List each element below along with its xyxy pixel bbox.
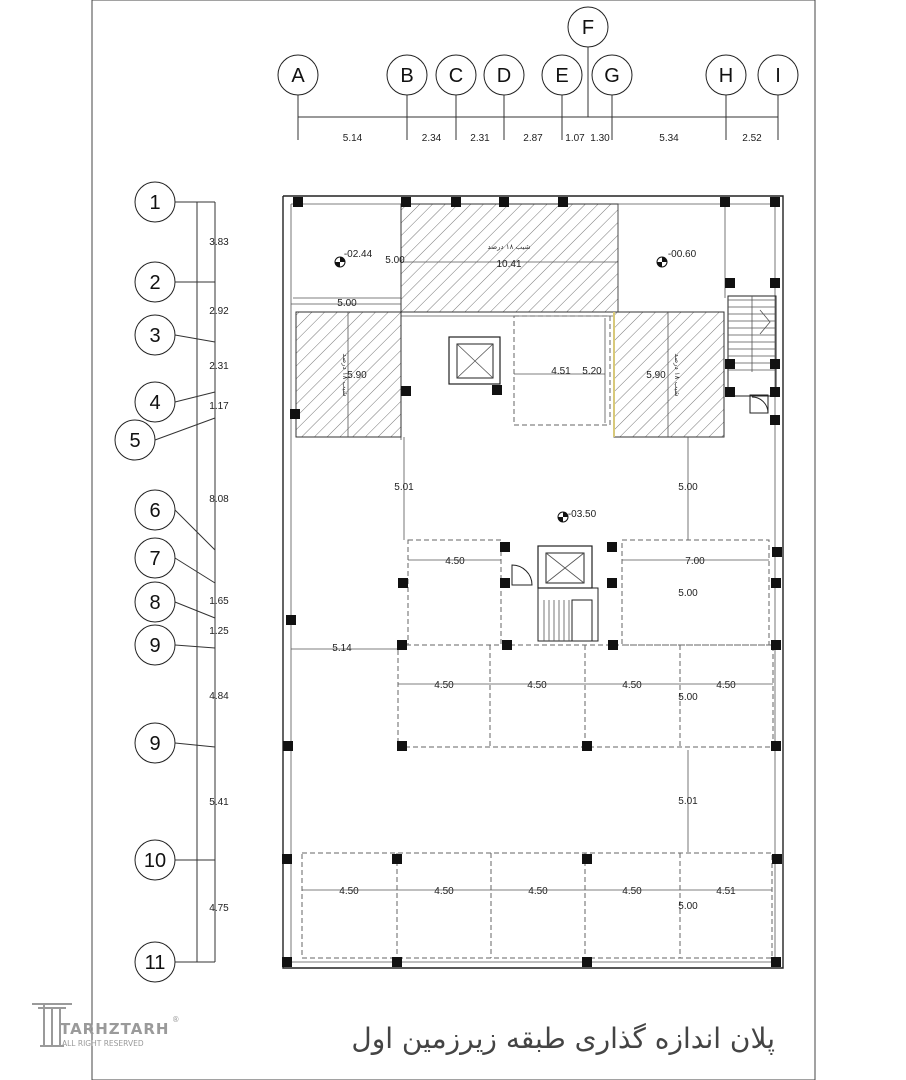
column-grid-bubbles: [278, 7, 798, 144]
column-bubble-label: F: [581, 17, 595, 39]
column-bubble-e: [542, 55, 582, 95]
column-bubble-b: [387, 55, 427, 95]
column-square: [282, 957, 292, 967]
column-square: [492, 385, 502, 395]
column-square: [772, 854, 782, 864]
row-bubble-8: [135, 582, 175, 622]
row-bubble-2: [135, 262, 175, 302]
column-square: [770, 197, 780, 207]
row-bubble-6: [135, 490, 175, 530]
column-square: [771, 640, 781, 650]
column-square: [558, 197, 568, 207]
column-bubble-c: [436, 55, 476, 95]
row-bubble-label: 4: [149, 392, 161, 414]
column-square: [451, 197, 461, 207]
row-spacing: 8.08: [209, 494, 229, 505]
row-spacing: 2.92: [209, 306, 229, 317]
bottom-depth: 5.00: [678, 901, 698, 912]
bottom-bay-width: 4.50: [434, 886, 454, 897]
row-bubble-label: 11: [144, 952, 166, 974]
left-ramp-length: 5.90: [347, 370, 367, 381]
row-spacing: 4.75: [209, 903, 229, 914]
aisle-right: 5.00: [678, 482, 698, 493]
row-spacing: 3.83: [209, 237, 229, 248]
column-square: [725, 387, 735, 397]
row-bubble-label: 6: [149, 500, 161, 522]
column-square: [286, 615, 296, 625]
column-square: [770, 278, 780, 288]
row-spacing: 5.41: [209, 797, 229, 808]
park-b-depth: 5.00: [678, 588, 698, 599]
stair-center: [538, 588, 598, 641]
row-bubble-5: [115, 420, 155, 460]
column-spacing: 2.52: [742, 133, 762, 144]
void-width: 4.51: [551, 366, 571, 377]
column-square: [725, 359, 735, 369]
top-ramp-label: شیب ۱۸ درصد: [487, 243, 531, 251]
plan-title: پلان اندازه گذاری طبقه زیرزمین اول: [351, 1022, 775, 1055]
level-mark-right: -00.60: [667, 249, 697, 260]
column-square: [771, 957, 781, 967]
row-bubble-4: [135, 382, 175, 422]
row-spacing: 4.84: [209, 691, 229, 702]
row-bubble-label: 2: [149, 272, 161, 294]
row-bubble-3: [135, 315, 175, 355]
column-spacing: 5.14: [342, 133, 363, 144]
column-square: [720, 197, 730, 207]
watermark-symbol: ®: [172, 1015, 180, 1024]
column-square: [770, 359, 780, 369]
elevator-top: [449, 337, 500, 384]
column-bubble-label: I: [775, 65, 781, 87]
side-ramps: [296, 312, 724, 437]
column-square: [500, 578, 510, 588]
right-ramp-length: 5.90: [646, 370, 666, 381]
row-spacing: 1.65: [209, 596, 229, 607]
row-grid-bubbles: [115, 182, 229, 982]
column-bubble-label: G: [604, 65, 620, 87]
ramp-top-depth: 5.00: [385, 255, 405, 266]
mid-depth: 5.00: [678, 692, 698, 703]
elevator-center: [538, 546, 592, 588]
center-void: [449, 316, 610, 425]
park-a-width: 4.50: [445, 556, 465, 567]
row-bubble-10: [135, 723, 175, 763]
column-square: [582, 957, 592, 967]
column-spacing: 5.34: [659, 133, 679, 144]
right-ramp: [614, 312, 724, 437]
column-bubble-g: [592, 55, 632, 95]
row-bubble-1: [135, 182, 175, 222]
column-square: [392, 854, 402, 864]
column-spacing: 2.31: [470, 133, 490, 144]
column-square: [500, 542, 510, 552]
level-mark-left: -02.44: [343, 249, 373, 260]
mid-bay-width: 4.50: [527, 680, 547, 691]
column-bubble-label: D: [496, 65, 512, 87]
column-bubble-label: B: [400, 65, 414, 87]
column-square: [725, 278, 735, 288]
column-square: [772, 547, 782, 557]
row-bubble-label: 3: [149, 325, 161, 347]
column-square: [502, 640, 512, 650]
row-bubble-12: [135, 942, 175, 982]
column-square: [397, 640, 407, 650]
column-square: [607, 578, 617, 588]
column-square: [499, 197, 509, 207]
row-spacing: 1.25: [209, 626, 229, 637]
bottom-bay-width: 4.51: [716, 886, 736, 897]
aisle-lower: 5.01: [678, 796, 698, 807]
column-square: [401, 197, 411, 207]
column-square: [282, 854, 292, 864]
column-bubble-label: A: [291, 65, 305, 87]
column-bubble-i: [758, 55, 798, 95]
row-bubble-label: 9: [149, 733, 161, 755]
column-spacing: 1.07: [565, 133, 585, 144]
aisle-dims: [394, 437, 698, 540]
right-ramp-label: شیب ۱۸ درصد: [673, 353, 681, 397]
row-bubble-label: 8: [149, 592, 161, 614]
column-bubble-h: [706, 55, 746, 95]
column-square: [401, 386, 411, 396]
void-depth: 5.20: [582, 366, 602, 377]
column-square: [283, 741, 293, 751]
left-wing-width: 5.00: [337, 298, 357, 309]
row-bubble-label: 1: [149, 192, 161, 214]
column-square: [607, 542, 617, 552]
mid-bay-width: 4.50: [716, 680, 736, 691]
level-mark-icon: [657, 257, 667, 267]
watermark-logo: [32, 1004, 180, 1048]
row-bubble-label: 7: [149, 548, 161, 570]
column-spacing: 2.34: [421, 133, 442, 144]
column-square: [771, 741, 781, 751]
park-b-width: 7.00: [685, 556, 705, 567]
row-spacing: 2.31: [209, 361, 229, 372]
mid-bay-width: 4.50: [434, 680, 454, 691]
row-bubble-9: [135, 625, 175, 665]
column-bubble-f: [568, 7, 608, 47]
column-bubble-d: [484, 55, 524, 95]
column-square: [398, 578, 408, 588]
row-bubble-7: [135, 538, 175, 578]
mid-bay-width: 4.50: [622, 680, 642, 691]
parking-upper: [291, 540, 769, 654]
stair-top-right: [728, 296, 776, 413]
row-bubble-11: [135, 840, 175, 880]
column-square: [608, 640, 618, 650]
column-square: [397, 741, 407, 751]
row-bubble-label: 9: [149, 635, 161, 657]
watermark-brand: TARHZTARH: [60, 1020, 170, 1038]
row-spacing: 1.17: [209, 401, 229, 412]
column-square: [392, 957, 402, 967]
aisle-left: 5.01: [394, 482, 414, 493]
column-spacing: 2.87: [523, 133, 543, 144]
bottom-bay-width: 4.50: [339, 886, 359, 897]
column-square: [770, 387, 780, 397]
row-bubble-label: 5: [129, 430, 141, 452]
column-square: [582, 741, 592, 751]
column-bubble-label: C: [448, 65, 464, 87]
level-mark-icon: [558, 512, 568, 522]
column-square: [293, 197, 303, 207]
column-spacing: 1.30: [590, 133, 610, 144]
column-bubble-a: [278, 55, 318, 95]
column-square: [582, 854, 592, 864]
column-square: [770, 415, 780, 425]
column-square: [290, 409, 300, 419]
column-square: [771, 578, 781, 588]
column-bubble-label: E: [555, 65, 569, 87]
bottom-bay-width: 4.50: [528, 886, 548, 897]
level-mark-center: -03.50: [567, 509, 597, 520]
watermark-tagline: ALL RIGHT RESERVED: [62, 1039, 144, 1048]
top-ramp: [401, 204, 618, 312]
ramp-top-width: 10.41: [496, 259, 522, 270]
parking-bottom: [302, 853, 772, 958]
bottom-bay-width: 4.50: [622, 886, 642, 897]
left-bay: 5.14: [332, 643, 352, 654]
column-bubble-label: H: [718, 65, 734, 87]
row-bubble-label: 10: [143, 850, 167, 872]
left-ramp-label: شیب ۱۸ درصد: [341, 353, 349, 397]
